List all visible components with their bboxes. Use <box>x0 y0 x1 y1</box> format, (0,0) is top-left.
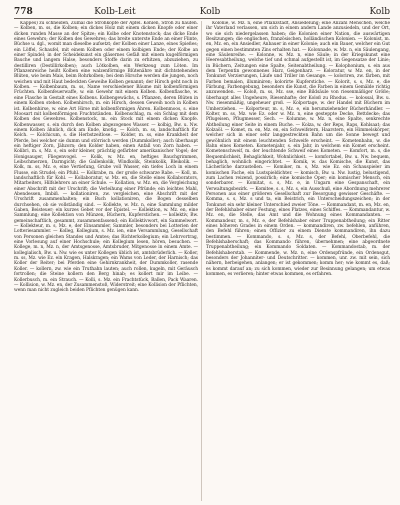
page-number: 778 <box>14 7 33 17</box>
header-right-keyword: Kolb <box>369 7 390 17</box>
column-divider <box>201 21 202 501</box>
right-column-text: Kolonie, w. Mz. n, eine Pflanzstadt, Ansiedelung; eine Anzahl Menschen, welche ihr Vaterland verlassen, um sich in einem andern Lande anzusiedeln, und der Ort, wo sie sich niedergelassen haben; die Kolonien einer Nation, die auswärtigen Besitzungen; die englischen, französischen, holländischen Kolonien. — Kolonist, m. en, Mz. en, ein Ansiedler, Anbauer in einer Kolonie; auch ein Bauer, welcher ein Gut gegen einen bestimmten Zins erhalten hat. — Kolonnade, w. Mz. n, ein Säulengang, eine Säulenreihe. — Kolonne, w. Mz. n, eine Säule; in der Kriegskunst eine Heeresabtheilung, welche tief und schmal aufgestellt ist, im Gegensatze der Linie; in Büchern, Zeitungen eine Spalte, Seitenabtheilung. — Kolophonium, s. ein aus dem Terpentin gewonnenes Harz, Geigenharz. — Koloratur, w. Mz. en, in der Tonkunst Verzierungen, Läufe und Triller im Gesange. — koloriren, zw. färben, mit Farben bemalen, illuminiren; kolorirte Kupferstiche. — Kolorit, s. s, Mz. e, die Färbung, Farbengebung, besonders die Kunst, die Farben in einem Gemälde richtig anzuwenden. — Koloß, m. ss, Mz. sse, eine Bildsäule von riesenmäßiger Größe; überhaupt alles Ungeheure, Riesenhafte; der Koloß zu Rhodus. — kolossal, Bw. u. Nw. riesenmäßig, ungeheuer groß. — Kolportage, w. der Handel mit Büchern im Umherziehen. — Kolporteur, m. s, Mz. e, ein herumziehender Bücherhändler. — Kolter, m. ss, Mz. wie Ez. oder w. Mz. n, eine gesteppte Decke, Bettdecke; das Pflugeisen, Pflugmesser, Sech. — Kolumne, w. Mz. n, eine Spalte, senkrechte Abtheilung einer Seite in einem Buche. — Kolza, w. der Reps, Raps, Kohlsaat; das Kolzaöl. — Komet, m. en, Mz. en, ein Schweifstern, Haarstern, ein Himmelskörper, welcher sich in einer sehr langgestreckten Bahn um die Sonne bewegt und gewöhnlich mit einem leuchtenden Schweife erscheint. — Kometenbahn, w. die Bahn eines Kometen. Kometenjahr, s. ein Jahr, in welchem ein Komet erscheint. Kometenschweif, m. der leuchtende Schweif eines Kometen. — Komfort, m. s, die Bequemlichkeit, Behaglichkeit, Wohnlichkeit. — komfortabel, Bw. u. Nw. bequem, behaglich, wohnlich eingerichtet. — Komik, w. das Komische, die Kunst, das Lächerliche darzustellen. — Komiker, m. s, Mz. wie Ez. ein Schauspieler im komischen Fache, ein Lustspieldichter. — komisch, Bw. u. Nw. lustig, belustigend, zum Lachen reizend, possirlich; eine komische Oper; ein komischer Mensch, ein sonderbarer. — Komitat, s. s, Mz. e, in Ungarn eine Gespanschaft, ein Verwaltungsbezirk. — Komitee, s. s, Mz. s, ein Ausschuß, eine Abordnung mehrerer Personen aus einer größeren Gesellschaft zur Besorgung gewisser Geschäfte. — Komma, s. s, Mz. s und ta, ein Beistrich, ein Unterscheidungszeichen; in der Tonkunst ein sehr kleiner Unterschied zweier Töne. — Kommandant, m. en, Mz. en, der Befehlshaber einer Festung, eines Platzes, eines Schiffes. — Kommandantur, w. Mz. en, die Stelle, das Amt und die Wohnung eines Kommandanten. — Kommandeur, m. s, Mz. e, der Befehlshaber einer Truppenabtheilung; ein Ritter eines höheren Grades in einem Orden. — kommandiren, zw. befehlen, anführen, den Befehl führen; einen Offizier zu einem Dienste kommandiren, ihn dazu bestimmen. — Kommando, s. s, Mz. s, der Befehl, Oberbefehl, die Befehlshaberschaft; das Kommando führen, übernehmen; eine abgeordnete Truppenabtheilung; ein Kommando Soldaten. — Kommandostab, m. der Befehlshaberstab. — Kommende, w. Mz. n, eine Ordenspfründe, ein Ordensgut, besonders der Johanniter- und Deutschritter. — kommen, unr. zw. mit sein, sich nähern, herbeigehen, anlangen; er ist gekommen; komm her; wie kommt es, daß; es kommt darauf an; zu sich kommen, wieder zur Besinnung gelangen; um etwas kommen, es verlieren; hinter etwas kommen, es erfahren. <box>206 21 390 278</box>
running-header <box>14 6 390 18</box>
header-rule <box>14 18 390 19</box>
header-center-keyword: Kolb <box>199 7 221 17</box>
header-left-keyword: Kolb-Leit <box>94 7 136 17</box>
left-column-text: Kappes) zu schneiden, Zumal die Strohköpfe der Äpfel. Kohlen, Stroh zu häufen. — Kolben, m. ss, die Kolben; ein dickes Holz mit einem dicken Knopfe oder einer dicken runden Masse an der Spitze; ein Kolbe oder Knotenstock; das dicke Ende eines Gewehrs; der Kolben des Gewehres; das breite unterste Ende an einer Flinte, Büchse u. dgl., womit man dieselbe aufsetzt; der Kolben einer Lanze, eines Spießes; ein Löffel, Schaufel, mit einem Kolben oder einem kolbigen Ende; der Kolbe an einer Spindel; in der Scheidekunst ein gläsernes Gefäß mit einem kugelförmigen Bauche und langem Halse, besonders Stoffe darin zu erhitzen, abzuziehen, zu destilliren (Destillirkolben); auch Lötkolben, ein Werkzeug zum Löten. Im Pflanzenreiche heißt Kolben eine walzenförmige Blütenähre mit dichtstehenden Blüten, wie beim Mais, beim Rohrkolben; bei dem Hirsche werden die jungen, noch weichen und mit Haut bedeckten Geweihe Kolben genannt; der Hirsch geht noch in Kolben. — Kolbenbaum, m. ss, Name verschiedener Bäume mit kolbenförmigen Früchten. Kolbenfeuerwaffe, w. ein Gewehr mit einem Kolben. Kolbenflasche, w. eine Flasche in Gestalt eines Kolbens. Kolbengewächs, s. Pflanzen, deren Blüten in einem Kolben stehen. Kolbenhirsch, m. ein Hirsch, dessen Geweih noch in Kolben ist. Kolbenhirse, w. eine Art Hirse mit kolbenförmigen Ähren. Kolbenmoos, s. eine Moosart mit kolbenförmigen Fruchtständen. Kolbenschlag, m. ein Schlag mit dem Kolben des Gewehres. Kolbenstock, m. ein Stock mit einem dicken Knopfe. Kolbenwasser, s. ein durch den Kolben abgezogenes Wasser. — kolbig, Bw. u. Nw. einem Kolben ähnlich, dick am Ende, knotig. — Kolch, m. ss, landschaftlich für Kelch. — Kolchicum, s. die Herbstzeitlose. — Kolder, m. ss, eine Krankheit der Pferde, bei welcher sie dumm und störrisch werden (Dummkoller); auch überhaupt ein heftiger Zorn, Jähzorn; den Kolder haben, einen Anfall von Zorn haben. — Kolibri, m. s, Mz. s, ein sehr kleiner, prächtig gefärbter amerikanischer Vogel; der Honigsauger, Fliegenvogel. — Kolik, w. Mz. en, heftiges Bauchgrimmen, Leibschmerzen, Darmgicht; die Gallenkolik, Windkolik, Steinkolik, Bleikolik. — Kolk, m. ss, Mz. e, eine Vertiefung, Grube voll Wasser, ein tiefes Loch in einem Flusse, ein Strudel; ein Pfuhl. — Kolkrabe, m. der große schwarze Rabe. — Koll, m. landschaftlich für Kohl. — Kollaboratur, w. Mz. en, die Stelle eines Kollaborators, Mitarbeiters, Hilfslehrers an einer Schule. — Kollation, w. Mz. en, die Vergleichung einer Abschrift mit der Urschrift; die Verleihung einer Pfründe; ein leichtes Mahl, Abendessen, Imbiß. — kollationiren, zw. vergleichen, eine Abschrift mit der Urschrift zusammenhalten; ein Buch kollationiren, die Bogen desselben durchsehen, ob sie vollständig sind. — Kollekte, w. Mz. n, eine Sammlung milder Gaben, Beisteuer; ein kurzes Gebet vor der Epistel. — Kollektion, w. Mz. en, eine Sammlung; eine Kollektion von Münzen, Büchern, Kupferstichen. — kollektiv, Bw. gemeinschaftlich, gesammt, zusammenfassend; ein Kollektivwort, ein Sammelwort. — Kollekteur, m. s, Mz. e, der Einsammler, Sammler, besonders bei Lotterien der Lotteriesammler. — Kolleg, Kollegium, s. Mz. ien, eine Versammlung, Gesellschaft von Personen gleichen Standes und Amtes; das Richterkollegium; ein Lehrvortrag, eine Vorlesung auf einer Hochschule; ein Kollegium lesen, hören, besuchen. — Kollege, m. n, Mz. n, der Amtsgenosse, Amtsbruder, Mitgenosse in einem Amte. — kollegialisch, Bw. u. Nw. wie es unter Kollegen üblich ist, amtsbrüderlich. — Koller, m. ss, Mz. wie Ez. ein Kragen, Halskragen; ein Wams von Leder, der Harnisch; das Koller der Reiter; bei Pferden eine Gehirnkrankheit, der Dummkoller, rasende Koller. — kollern, zw. wie ein Truthahn lauten; auch rollen, kugeln, mit Geräusch fortrollen; die Steine kollern den Berg hinab; es kollert mir im Leibe. — Kollerbusch, m. ein Strauch. — Kolli, s. Mz. ein Frachtstück, Ballen, Pack Waaren. — Kollision, w. Mz. en, der Zusammenstoß, Widerstreit; eine Kollision der Pflichten, wenn man nicht zugleich beiden Pflichten genügen kann. <box>14 21 198 294</box>
right-column <box>206 21 390 501</box>
left-column <box>14 21 198 501</box>
